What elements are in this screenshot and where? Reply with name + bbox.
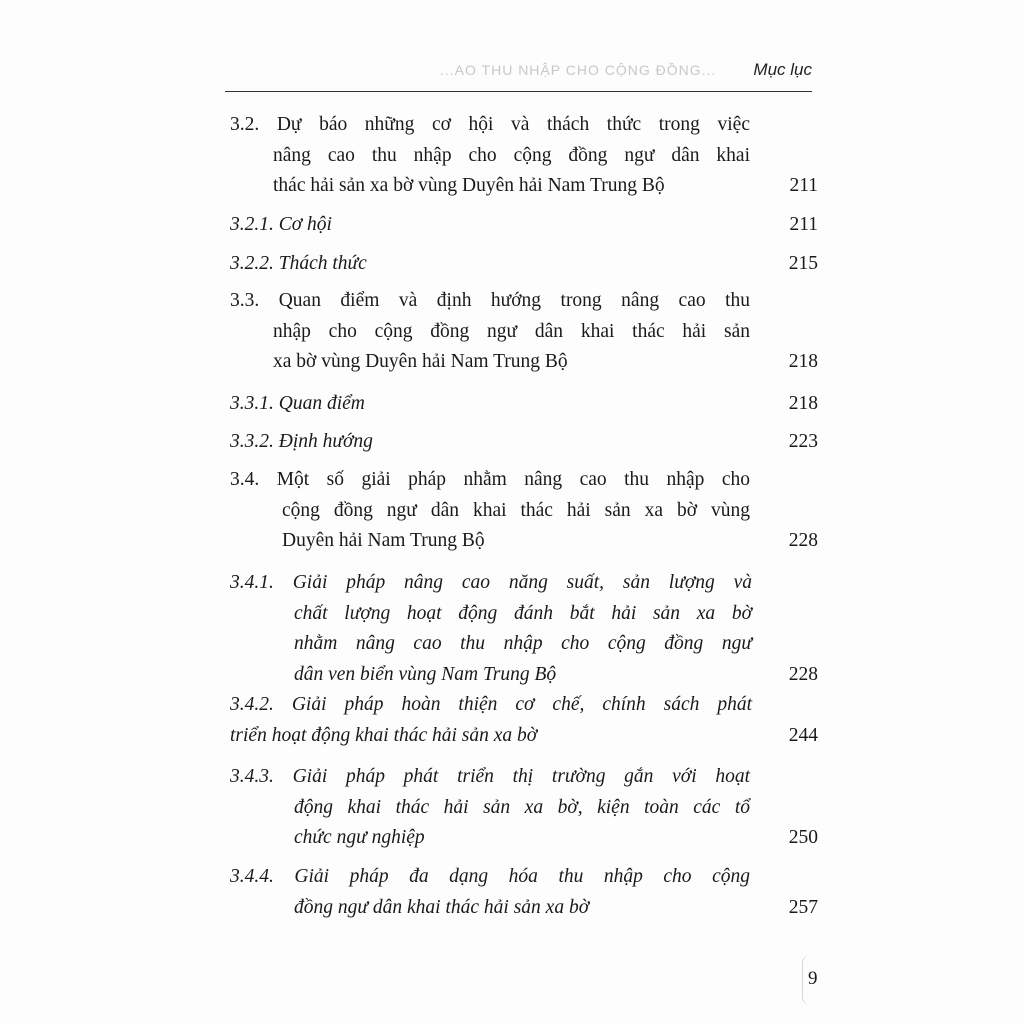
toc-entry-line: 3.4. Một số giải pháp nhằm nâng cao thu nhập cho (230, 469, 750, 490)
toc-entry[interactable] (230, 690, 818, 751)
toc-page-number: 250 (788, 827, 818, 848)
page-number: 9 (808, 968, 818, 989)
toc-entry[interactable] (230, 249, 818, 280)
toc-entry-line: 3.4.1. Giải pháp nâng cao năng suất, sản lượng và (230, 572, 752, 593)
toc-page-number: 211 (789, 214, 818, 235)
toc-page-number: 223 (788, 431, 818, 452)
toc-entry-line: 3.2.1. Cơ hội (230, 214, 332, 235)
toc-entry[interactable] (230, 568, 818, 690)
toc-entry[interactable] (230, 286, 818, 378)
toc-entry-line: 3.3.1. Quan điểm (230, 393, 365, 414)
toc-entry-line: chức ngư nghiệp (294, 827, 425, 848)
toc-entry-line: triển hoạt động khai thác hải sản xa bờ (230, 724, 538, 746)
toc-entry-line: dân ven biển vùng Nam Trung Bộ (294, 663, 557, 685)
toc-entry-line: thác hải sản xa bờ vùng Duyên hải Nam Trung Bộ (273, 175, 665, 196)
toc-entry-line: 3.3. Quan điểm và định hướng trong nâng cao thu (230, 290, 750, 311)
running-head: Mục lục (753, 60, 812, 79)
toc-entry[interactable] (230, 110, 818, 202)
toc-entry-line: 3.2.2. Thách thức (230, 253, 367, 274)
toc-page-number: 257 (788, 896, 818, 918)
toc-entry-line: xa bờ vùng Duyên hải Nam Trung Bộ (273, 351, 568, 372)
bleed-through-header: ...AO THU NHẬP CHO CỘNG ĐỒNG... (440, 62, 717, 78)
toc-entry-line: 3.4.3. Giải pháp phát triển thị trường gắn với hoạt (230, 766, 750, 787)
toc-entry-line: 3.3.2. Định hướng (230, 431, 373, 452)
toc-entry[interactable] (230, 389, 818, 420)
toc-page-number: 218 (788, 351, 818, 372)
toc-page-number: 211 (789, 175, 818, 196)
toc-entry-line: nhằm nâng cao thu nhập cho cộng đồng ngư (294, 633, 752, 654)
toc-entry-line: chất lượng hoạt động đánh bắt hải sản xa bờ (294, 602, 752, 624)
toc-page-number: 228 (788, 530, 818, 551)
toc-entry-line: nhập cho cộng đồng ngư dân khai thác hải sản (273, 320, 750, 342)
toc-entry[interactable] (230, 465, 818, 557)
toc-entry-line: đồng ngư dân khai thác hải sản xa bờ (294, 896, 590, 918)
toc-entry[interactable] (230, 210, 818, 241)
toc-entry[interactable] (230, 427, 818, 458)
toc-entry-line: 3.4.4. Giải pháp đa dạng hóa thu nhập cho cộng (230, 866, 750, 887)
toc-entry-line: cộng đồng ngư dân khai thác hải sản xa bờ vùng (282, 499, 750, 521)
toc-entry-line: Duyên hải Nam Trung Bộ (282, 530, 485, 551)
toc-entry-line: 3.4.2. Giải pháp hoàn thiện cơ chế, chính sách phát (230, 694, 752, 715)
toc-entry-line: động khai thác hải sản xa bờ, kiện toàn các tổ (294, 796, 750, 818)
toc-page-number: 244 (788, 724, 818, 746)
toc-entry-line: nâng cao thu nhập cho cộng đồng ngư dân khai (273, 144, 750, 166)
toc-entry[interactable] (230, 762, 818, 854)
toc-page-number: 218 (788, 393, 818, 414)
toc-page-number: 228 (788, 663, 818, 685)
toc-entry[interactable] (230, 862, 818, 923)
toc-entry-line: 3.2. Dự báo những cơ hội và thách thức trong việc (230, 114, 750, 135)
toc-page-number: 215 (788, 253, 818, 274)
